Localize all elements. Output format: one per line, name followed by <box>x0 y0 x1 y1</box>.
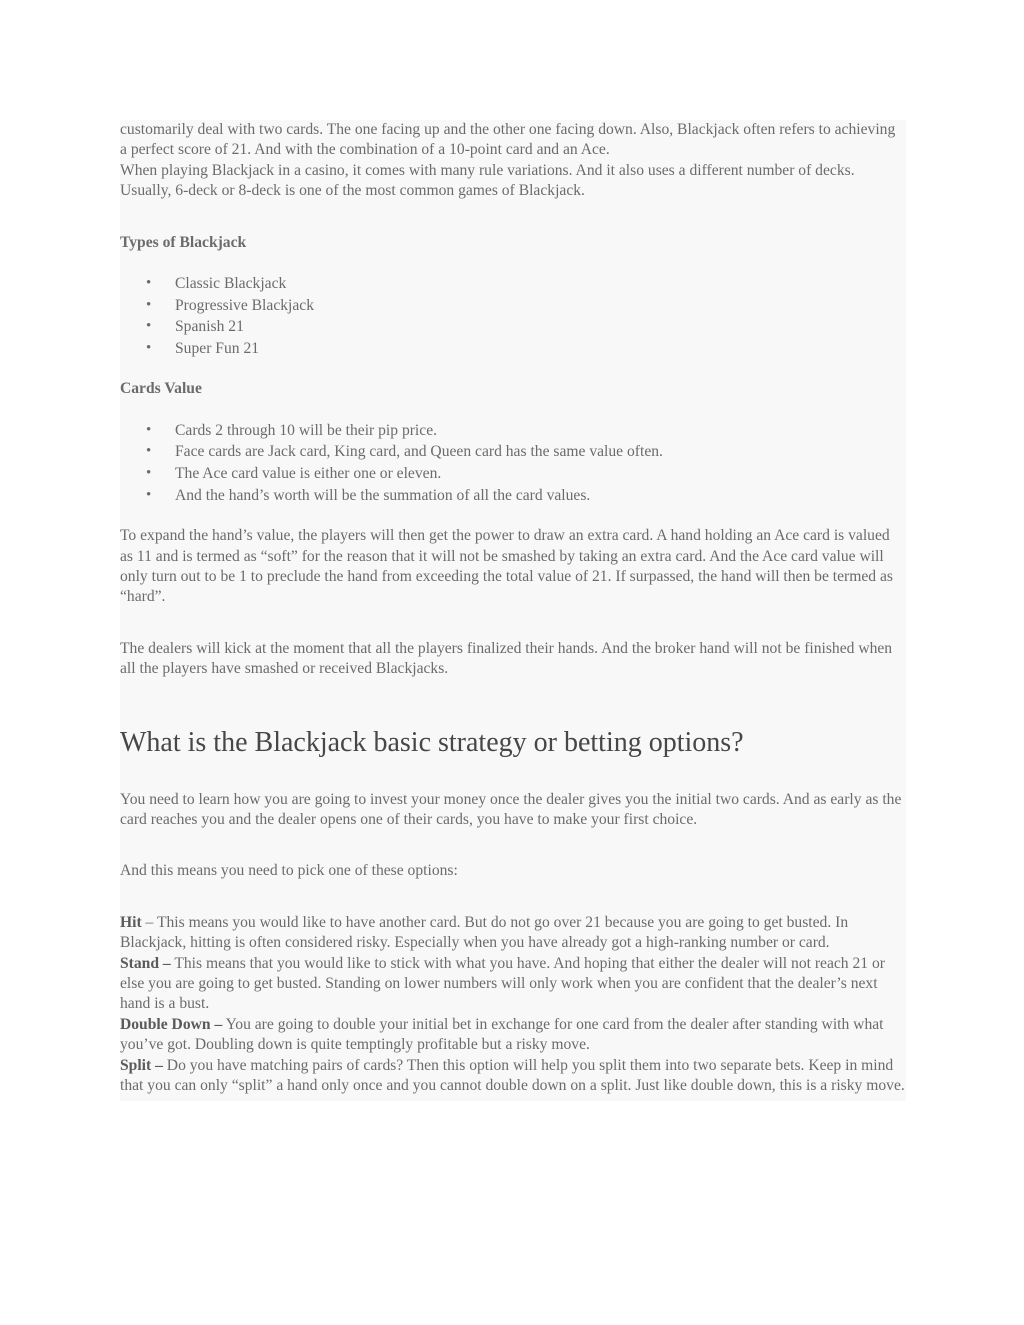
strategy-heading: What is the Blackjack basic strategy or betting options? <box>120 726 744 758</box>
article-body <box>120 120 906 1101</box>
types-list <box>120 273 906 359</box>
list-item: • The Ace card value is either one or eleven. <box>175 463 906 485</box>
option-term: Split – <box>120 1056 163 1074</box>
option-text: You are going to double your initial bet in exchange for one card from the dealer after standing with what you’ve got. Doubling down is quite temptingly profitable but a risky move. <box>120 1015 884 1054</box>
intro-paragraph-1: customarily deal with two cards. The one facing up and the other one facing down. Also, Blackjack often refers to achieving a perfect score of 21. And with the combination of a 10-point card and an Ace. <box>120 121 896 159</box>
strategy-paragraph-1: You need to learn how you are going to invest your money once the dealer gives you the initial two cards. And as early as the card reaches you and the dealer opens one of their cards, you have to make your first choice. <box>120 790 902 829</box>
intro-paragraph-2: When playing Blackjack in a casino, it comes with many rule variations. And it also uses a different number of decks. Usually, 6-deck or 8-deck is one of the most common games of Blackjack. <box>120 161 855 200</box>
option-double-down <box>120 1015 906 1056</box>
list-item: • Spanish 21 <box>175 316 906 338</box>
option-stand <box>120 954 906 1015</box>
option-hit <box>120 913 906 954</box>
cards-value-list <box>120 420 906 506</box>
option-text: – This means you would like to have another card. But do not go over 21 because you are going to get busted. In Blackjack, hitting is often considered risky. Especially when you have already got a high-ranking number or card. <box>120 913 849 952</box>
list-item: • Cards 2 through 10 will be their pip price. <box>175 420 906 442</box>
dealers-paragraph: The dealers will kick at the moment that all the players finalized their hands. And the broker hand will not be finished when all the players have smashed or received Blackjacks. <box>120 639 893 678</box>
options-list <box>120 913 906 1097</box>
list-item: • And the hand’s worth will be the summation of all the card values. <box>175 485 906 507</box>
option-text: This means that you would like to stick with what you have. And hoping that either the dealer will not reach 21 or else you are going to get busted. Standing on lower numbers will only work when you are confident that the dealer’s next hand is a bust. <box>120 954 885 1013</box>
option-split <box>120 1056 906 1097</box>
option-term: Stand – <box>120 954 171 972</box>
types-heading: Types of Blackjack <box>120 233 247 251</box>
list-item: • Super Fun 21 <box>175 338 906 360</box>
expand-hand-paragraph: To expand the hand’s value, the players will then get the power to draw an extra card. A hand holding an Ace card is valued as 11 and is termed as “soft” for the reason that it will not be smashed by taking an extra card. And the Ace card value will only turn out to be 1 to preclude the hand from exceeding the total value of 21. If surpassed, the hand will then be termed as “hard”. <box>120 527 893 606</box>
strategy-paragraph-2: And this means you need to pick one of these options: <box>120 862 458 880</box>
list-item: • Progressive Blackjack <box>175 295 906 317</box>
option-term: Double Down – <box>120 1015 223 1033</box>
option-text: Do you have matching pairs of cards? Then this option will help you split them into two separate bets. Keep in mind that you can only “split” a hand only once and you cannot double down on a split. Just like double down, this is a risky move. <box>120 1056 905 1095</box>
list-item: • Classic Blackjack <box>175 273 906 295</box>
list-item: • Face cards are Jack card, King card, and Queen card has the same value often. <box>175 441 906 463</box>
option-term: Hit <box>120 913 142 931</box>
cards-value-heading: Cards Value <box>120 380 202 398</box>
